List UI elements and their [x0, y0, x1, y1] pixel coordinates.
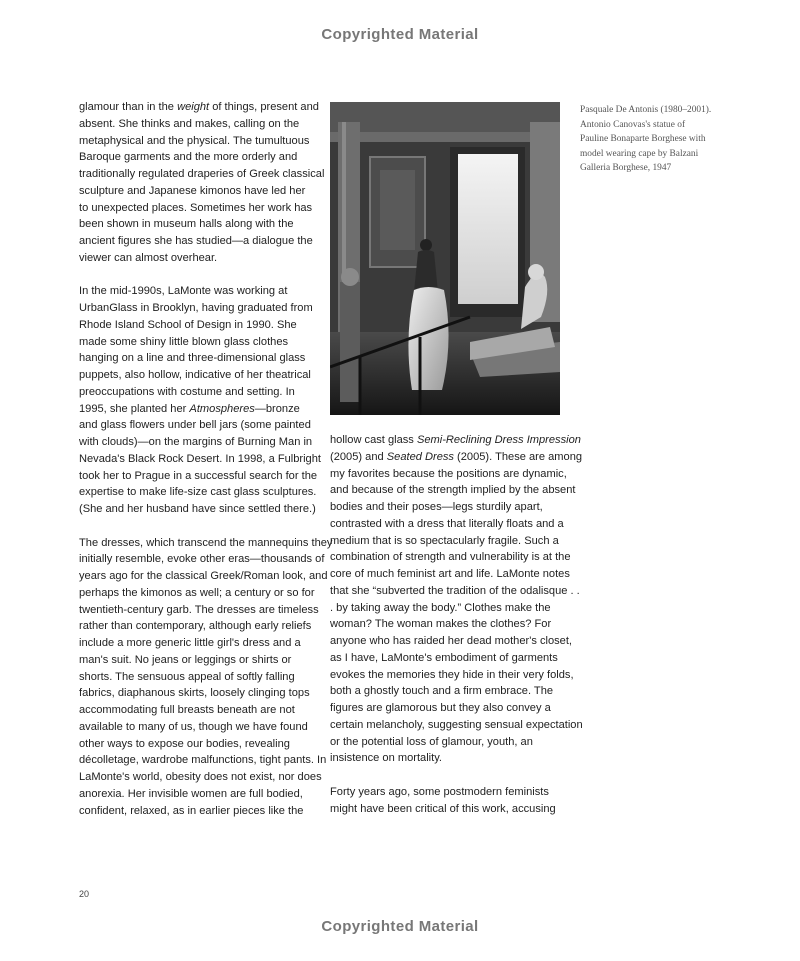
text-line: might have been critical of this work, accusing: [330, 802, 556, 815]
text-line: man's suit. No jeans or leggings or shirts or: [79, 653, 292, 666]
text-line: Rhode Island School of Design in 1990. She: [79, 318, 297, 331]
paragraph: [79, 535, 333, 820]
text-line: core of much feminist art and life. LaMonte notes: [330, 568, 570, 580]
text-line: absent. She thinks and makes, calling on the: [79, 117, 300, 130]
text-line: fabrics, diaphanous skirts, loosely clinging tops: [79, 687, 310, 700]
text-line: sculpture and Japanese kimonos have led her: [79, 184, 306, 197]
text-line: years ago for the classical Greek/Roman look, and: [79, 570, 328, 582]
text-line: ancient figures she has studied—a dialogue the: [79, 235, 313, 247]
text-line: metaphysical and the physical. The tumultuous: [79, 134, 310, 147]
text-line: Baroque garments and the more orderly and: [79, 151, 298, 164]
text-line: insistence on mortality.: [330, 752, 443, 765]
caption-line: Galleria Borghese, 1947: [580, 163, 672, 173]
text-line: twentieth-century garb. The dresses are timeless: [79, 603, 319, 616]
text-line: as I have, LaMonte's embodiment of garments: [330, 651, 558, 664]
caption-line: Pasquale De Antonis (1980–2001).: [580, 105, 712, 115]
caption-line: model wearing cape by Balzani: [580, 148, 699, 159]
italic-title: Semi-Reclining Dress Impression: [416, 434, 581, 446]
watermark-bottom: Copyrighted Material: [321, 918, 479, 935]
left-text-column: [79, 99, 333, 836]
text-line: confident, relaxed, as in earlier pieces like the: [79, 804, 304, 817]
text-line: include a more generic little girl's dress and a: [79, 637, 301, 649]
text-line: bodies and their poses—legs sturdily apart,: [330, 501, 543, 513]
caption-line: Antonio Canovas's statue of: [580, 119, 686, 130]
text-line: been shown in museum halls along with the: [79, 218, 294, 231]
page-number: 20: [79, 889, 90, 899]
text-line: and glass flowers under bell jars (some painted: [79, 419, 311, 432]
text-line: 1995, she planted her Atmospheres—bronze: [79, 402, 300, 415]
text-line: expertise to make life-size cast glass sculptures.: [79, 486, 317, 499]
text-line: (2005) and Seated Dress (2005). These are among: [330, 450, 583, 463]
text-line: initially resemble, evoke other eras—thousands of: [79, 553, 325, 566]
gallery-photo: [330, 102, 560, 415]
text-line: . by taking away the body.” Clothes make the: [330, 601, 551, 614]
text-line: combination of strength and vulnerability is at the: [330, 551, 571, 564]
text-line: figures are glamorous but they also convey a: [330, 702, 551, 714]
text-line: that she “subverted the tradition of the odalisque . .: [330, 584, 580, 597]
text-line: décolletage, wardrobe malfunctions, tight pants. In: [79, 754, 327, 767]
text-line: shorts. The sensuous appeal of softly falling: [79, 670, 295, 683]
paragraph: [330, 432, 583, 767]
text-line: and because of the strength implied by the absent: [330, 484, 576, 497]
text-line: with clouds)—on the margins of Burning Man in: [79, 436, 313, 448]
paragraph: [330, 784, 570, 818]
text-line: available to many of us, though we have found: [79, 720, 308, 733]
text-line: preoccupations with costume and setting. In: [79, 385, 295, 398]
text-line: perhaps the kimonos as well; a century or so for: [79, 586, 315, 599]
text-line: took her to Prague in a successful search for the: [79, 469, 318, 482]
middle-text-column: [330, 432, 583, 834]
text-line: both a ghostly touch and a firm embrace. The: [330, 685, 554, 698]
watermark-top: Copyrighted Material: [321, 26, 479, 43]
paragraph: [79, 99, 325, 267]
text-line: glamour than in the weight of things, present and: [79, 101, 319, 113]
caption-line: Pauline Bonaparte Borghese with: [580, 134, 706, 144]
text-line: to unexpected places. Sometimes her work has: [79, 201, 313, 214]
text-line: Forty years ago, some postmodern feminists: [330, 785, 549, 798]
photo-illustration: [330, 102, 560, 415]
text-line: Nevada's Black Rock Desert. In 1998, a Fulbright: [79, 452, 321, 465]
text-line: anyone who has raided her dead mother's closet,: [330, 635, 573, 647]
text-line: woman? The woman makes the clothes? For: [330, 618, 552, 631]
text-line: puppets, also hollow, indicative of her theatrical: [79, 369, 311, 381]
text-line: traditionally regulated draperies of Greek classical: [79, 168, 325, 180]
text-line: evokes the memories they hide in their very folds,: [330, 668, 574, 681]
text-line: rather than contemporary, although early reliefs: [79, 620, 312, 633]
text-line: (She and her husband have since settled there.): [79, 503, 316, 515]
text-line: The dresses, which transcend the mannequins they: [79, 536, 333, 549]
text-line: hollow cast glass Semi-Reclining Dress Impression: [330, 434, 581, 446]
text-line: accommodating full breasts beneath are not: [79, 704, 295, 716]
text-line: medium that is so spectacularly fragile. Such a: [330, 534, 559, 547]
italic-title: Atmospheres: [189, 402, 255, 415]
text-line: certain melancholy, suggesting sensual expectation: [330, 718, 583, 731]
text-line: viewer can almost overhear.: [79, 251, 218, 264]
paragraph: [79, 283, 319, 518]
photo-caption: [580, 103, 740, 176]
text-line: LaMonte's world, obesity does not exist, nor does: [79, 771, 322, 783]
text-line: or the potential loss of glamour, youth, an: [330, 735, 533, 748]
italic-title: Seated Dress: [386, 450, 454, 463]
text-line: anorexia. Her invisible women are full bodied,: [79, 787, 303, 800]
text-line: In the mid-1990s, LaMonte was working at: [79, 285, 288, 298]
text-line: UrbanGlass in Brooklyn, having graduated from: [79, 302, 313, 314]
text-line: other ways to expose our bodies, revealing: [79, 737, 290, 750]
text-line: contrasted with a dress that literally floats and a: [330, 517, 564, 530]
italic-title: weight: [177, 101, 210, 113]
text-line: my favorites because the positions are dynamic,: [330, 467, 567, 480]
text-line: hanging on a line and three-dimensional glass: [79, 352, 306, 365]
text-line: made some shiny little blown glass clothes: [79, 335, 289, 348]
